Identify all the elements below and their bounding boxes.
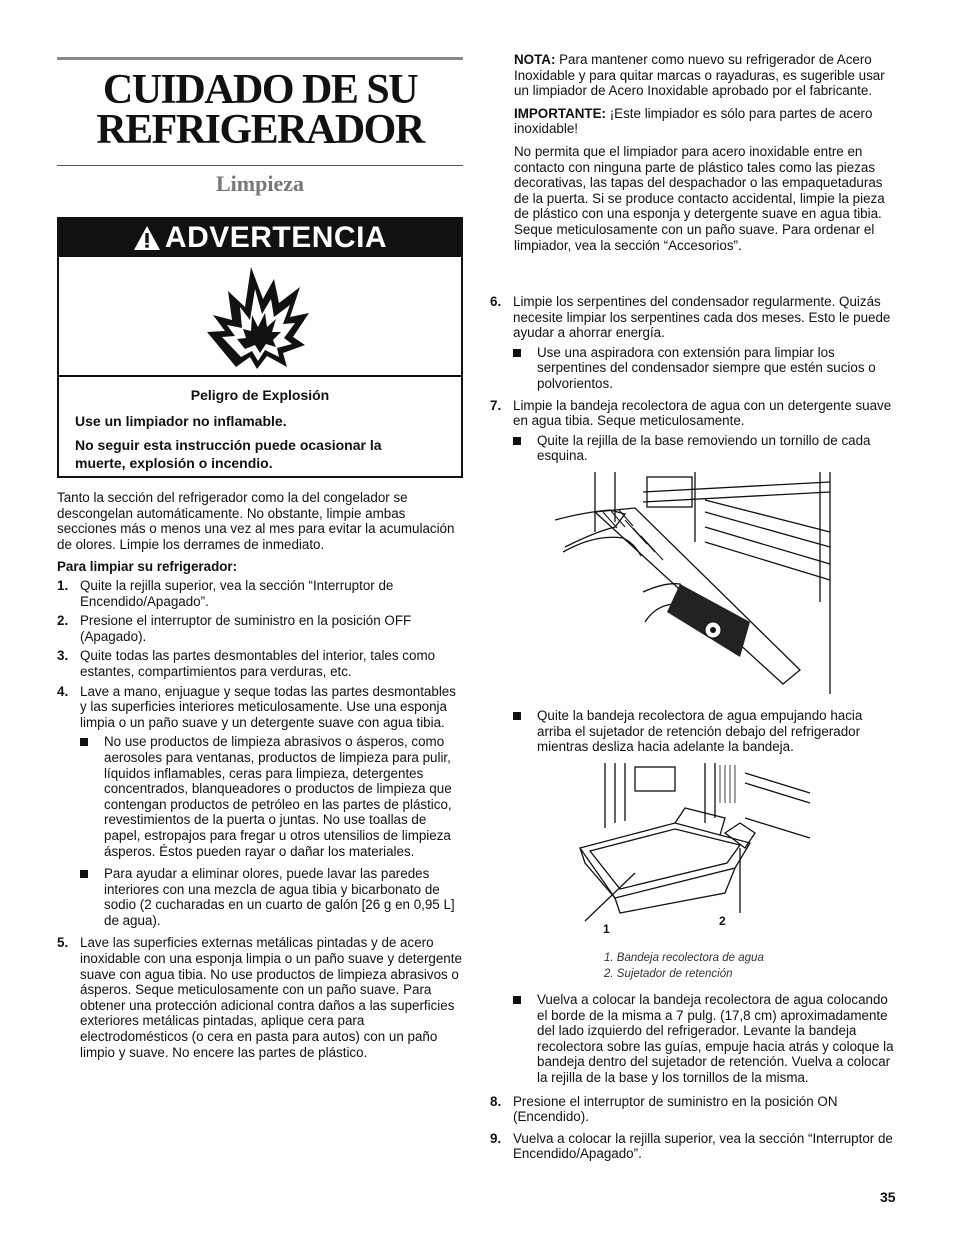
bullet-item: Quite la bandeja recolectora de agua empujando hacia arriba el sujetador de retención debajo del refrigerador mientras desliza hacia adelante la bandeja. xyxy=(513,708,896,755)
right-column xyxy=(514,52,896,260)
steps-list-right-3 xyxy=(490,992,896,1166)
bullet-item: Use una aspiradora con extensión para limpiar los serpentines del condensador siempre que estén sucios o polvorientos. xyxy=(513,345,896,392)
bullet-item: Vuelva a colocar la bandeja recolectora de agua colocando el borde de la misma a 7 pulg. (17,8 cm) aproximadamente del lado izquierdo del refrigerador. Levante la bandeja recolectora sobre las guías, empuje hacia atrás y coloque la bandeja dentro del sujetador de retención. Vuelva a colocar la rejilla de la base y los tornillos de la misma. xyxy=(513,992,896,1086)
title-line-1: CUIDADO DE SU xyxy=(102,67,418,113)
list-item: 3. Quite todas las partes desmontables del interior, tales como estantes, compartimientos para verduras, etc. xyxy=(57,648,436,679)
steps-list-left xyxy=(57,578,463,1064)
drain-pan-illustration xyxy=(575,763,815,943)
bullet-item: Quite la rejilla de la base removiendo un tornillo de cada esquina. xyxy=(513,433,896,464)
explosion-hazard-symbol xyxy=(59,257,461,377)
steps-list-right xyxy=(490,294,896,470)
steel-cleaner-paragraph: No permita que el limpiador para acero inoxidable entre en contacto con ninguna parte de plástico tales como las piezas decorativas, las tapas del despachador o las empaquetaduras de la puerta. Si se produce contacto accidental, limpie la pieza de plástico con una esponja y detergente suave en agua tibia. Seque meticulosamente con un paño suave. Para ordenar el limpiador, vea la sección “Accesorios”. xyxy=(514,143,885,253)
bullet-square-icon xyxy=(513,349,521,357)
steps-list-right-2 xyxy=(490,708,896,761)
section-heading: Para limpiar su refrigerador: xyxy=(57,559,238,574)
callout-1: 1 xyxy=(603,922,610,936)
warning-line-2: No seguir esta instrucción puede ocasionar la muerte, explosión o incendio. xyxy=(75,437,382,471)
bullet-square-icon xyxy=(513,996,521,1004)
bullet-square-icon xyxy=(513,437,521,445)
explosion-icon xyxy=(57,257,463,375)
bullet-square-icon xyxy=(513,712,521,720)
warning-line-1: Use un limpiador no inflamable. xyxy=(75,413,287,429)
warning-header xyxy=(59,219,461,257)
warning-triangle-icon xyxy=(133,225,161,251)
intro-paragraph: Tanto la sección del refrigerador como la del congelador se descongelan automáticamente. No obstante, limpie ambas secciones más o menos una vez al mes para evitar la acumulación de olores. Limpie los derrames de inmediato. xyxy=(57,490,455,552)
bullet-square-icon xyxy=(80,738,88,746)
list-item: 1. Quite la rejilla superior, vea la sección “Interruptor de Encendido/Apagado”. xyxy=(57,578,394,609)
callout-2: 2 xyxy=(719,914,726,928)
title-rule xyxy=(57,165,463,166)
caption-line-1: 1. Bandeja recolectora de agua xyxy=(604,952,764,964)
warning-header-label: ADVERTENCIA xyxy=(164,221,388,255)
list-item: 4. Lave a mano, enjuague y seque todas las partes desmontables y las superficies interiores meticulosamente. Use una esponja limpia o un paño suave y un detergente suave con agua tibia. xyxy=(57,683,456,730)
page-number: 35 xyxy=(880,1189,896,1205)
list-item: 7. Limpie la bandeja recolectora de agua con un detergente suave en agua tibia. Seque meticulosamente. xyxy=(490,397,892,429)
list-item: 8. Presione el interruptor de suministro en la posición ON (Encendido). xyxy=(490,1093,838,1125)
figure-caption xyxy=(604,950,764,982)
hazard-title: Peligro de Explosión xyxy=(190,387,330,403)
nota-paragraph: NOTA: Para mantener como nuevo su refrigerador de Acero Inoxidable y para quitar marcas o rayaduras, es sugerible usar un limpiador de Acero Inoxidable aprobado por el fabricante. xyxy=(514,52,885,99)
bullet-item: No use productos de limpieza abrasivos o ásperos, como aerosoles para ventanas, productos de limpieza para pulir, líquidos inflamables, ceras para limpieza, detergentes concentrados, blanqueadores o productos de limpieza que contengan productos de petróleo en las partes de plástico, revestimientos de la puerta o juntas. No use toallas de papel, estropajos para fregar u otros utensilios de limpieza ásperos. Éstos pueden rayar o dañar los materiales. xyxy=(80,734,463,859)
list-item: 6. Limpie los serpentines del condensador regularmente. Quizás necesite limpiar los serpentines cada dos meses. Esto le puede ayudar a ahorrar energía. xyxy=(490,294,891,341)
bullet-square-icon xyxy=(80,870,88,878)
page-title xyxy=(57,67,463,153)
list-item: 9. Vuelva a colocar la rejilla superior, vea la sección “Interruptor de Encendido/Apagado”. xyxy=(490,1130,893,1162)
list-item: 5. Lave las superficies externas metálicas pintadas y de acero inoxidable con una esponja limpia o un paño suave y detergente suave con agua tibia. No use productos de limpieza abrasivos o ásperos. Seque meticulosamente con un paño suave. Para obtener una protección adicional contra daños a las superficies exteriores metálicas pintadas, aplique cera para electrodomésticos (o cera en pasta para autos) con un paño limpio y suave. No encere las partes de plástico. xyxy=(57,935,462,1060)
caption-line-2: 2. Sujetador de retención xyxy=(604,968,733,980)
title-line-2: REFRIGERADOR xyxy=(96,107,424,153)
bullet-item: Para ayudar a eliminar olores, puede lavar las paredes interiores con una mezcla de agua tibia y bicarbonato de sodio (2 cucharadas en un cuarto de galón [26 g en 0,95 L] de agua). xyxy=(80,866,463,928)
importante-paragraph: IMPORTANTE: ¡Este limpiador es sólo para partes de acero inoxidable! xyxy=(514,105,873,137)
base-grille-illustration xyxy=(555,472,855,697)
section-subtitle: Limpieza xyxy=(216,171,304,196)
warning-text xyxy=(59,377,461,472)
top-rule xyxy=(57,57,463,60)
list-item: 2. Presione el interruptor de suministro en la posición OFF (Apagado). xyxy=(57,613,412,644)
warning-box xyxy=(57,217,463,478)
